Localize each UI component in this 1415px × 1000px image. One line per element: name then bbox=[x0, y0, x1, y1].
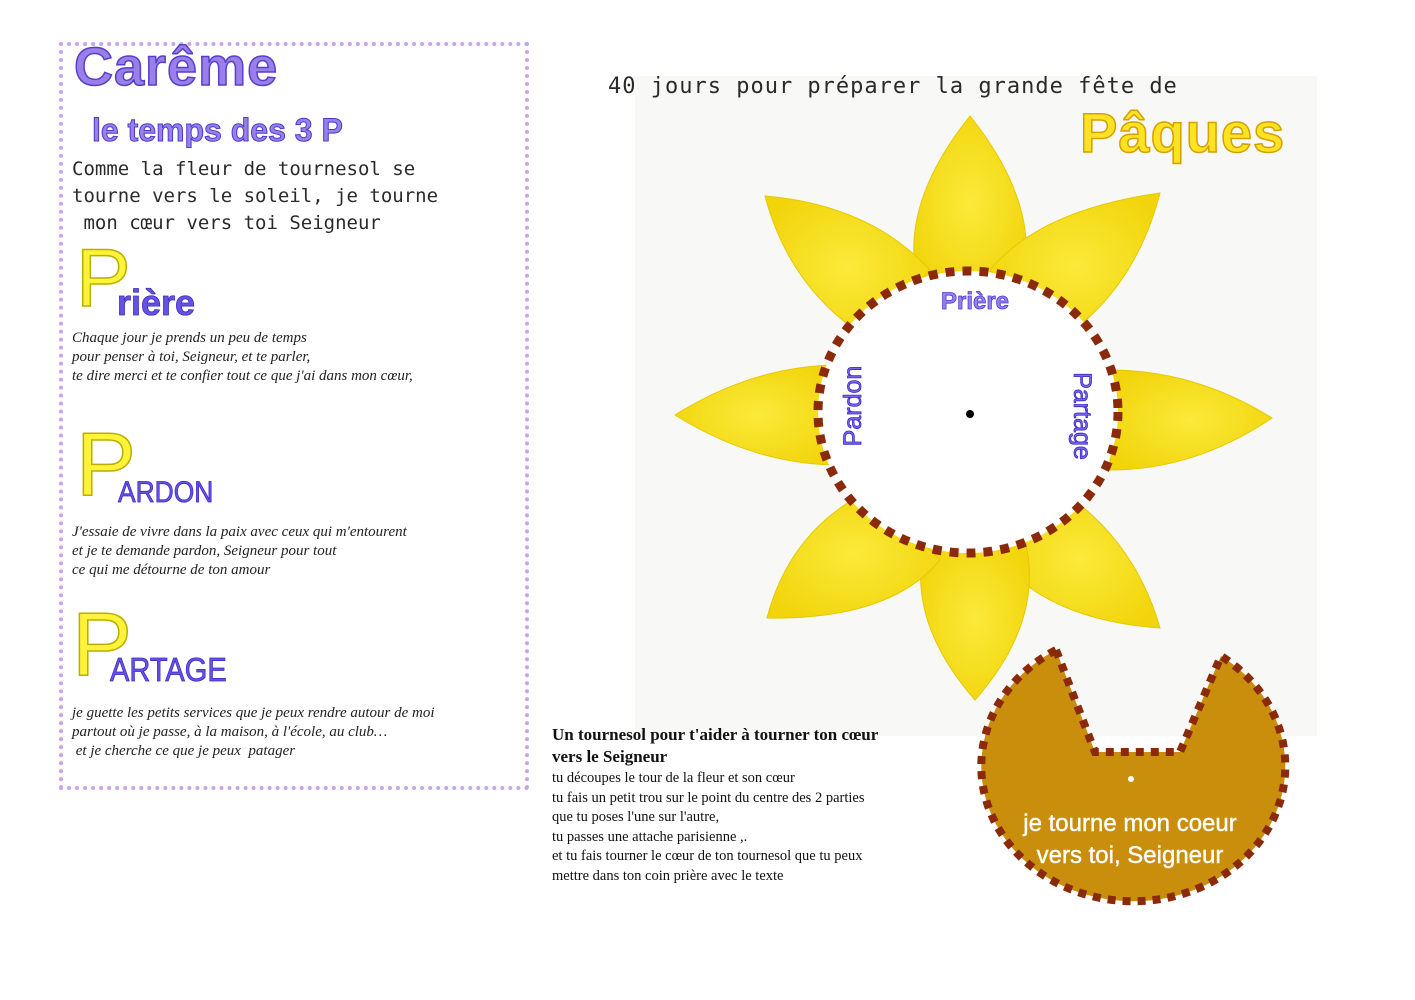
intro-text: Comme la fleur de tournesol se tourne vers le soleil, je tourne mon cœur vers toi Seigneur bbox=[72, 158, 439, 234]
section-priere-letter: P bbox=[76, 233, 131, 324]
center-hole bbox=[966, 410, 974, 418]
flower-label-pardon: Pardon bbox=[839, 365, 867, 447]
header-line: 40 jours pour préparer la grande fête de bbox=[608, 74, 1178, 99]
disc-text: je tourne mon coeur vers toi, Seigneur bbox=[1023, 810, 1237, 869]
page-subtitle: le temps des 3 P bbox=[92, 112, 343, 148]
section-partage-heading: ARTAGE bbox=[110, 651, 227, 688]
section-priere-text: Chaque jour je prends un peu de temps pour penser à toi, Seigneur, et te parler, te dire merci et te confier tout ce que j'ai dans mon cœur, bbox=[72, 330, 413, 384]
section-priere-heading: rière bbox=[117, 282, 196, 323]
section-pardon-heading: ARDON bbox=[118, 476, 214, 509]
instructions-body: tu découpes le tour de la fleur et son cœur tu fais un petit trou sur le point du centre des 2 parties que tu poses l'une sur l'autre, tu passes une attache parisienne ,. et tu fais tourner le cœur de ton tournesol que tu peux mettre dans ton coin prière avec le texte bbox=[552, 770, 865, 884]
paques-title: Pâques bbox=[1080, 101, 1286, 164]
disc-center-hole bbox=[1128, 776, 1134, 782]
flower-label-priere: Prière bbox=[940, 288, 1010, 315]
section-pardon-text: J'essaie de vivre dans la paix avec ceux qui m'entourent et je te demande pardon, Seigneur pour tout ce qui me détourne de ton amour bbox=[72, 524, 407, 578]
page-title: Carême bbox=[74, 37, 279, 97]
section-pardon-letter: P bbox=[76, 415, 137, 515]
section-partage-text: je guette les petits services que je peux rendre autour de moi partout où je passe, à la maison, à l'école, au club… et je cherche ce que je peux patager bbox=[72, 705, 435, 759]
flower-label-partage: Partage bbox=[1068, 372, 1096, 460]
petal-left bbox=[675, 365, 840, 465]
instructions-title: Un tournesol pour t'aider à tourner ton cœur vers le Seigneur bbox=[552, 725, 879, 766]
petal-right bbox=[1110, 370, 1272, 470]
section-partage-letter: P bbox=[72, 595, 133, 695]
